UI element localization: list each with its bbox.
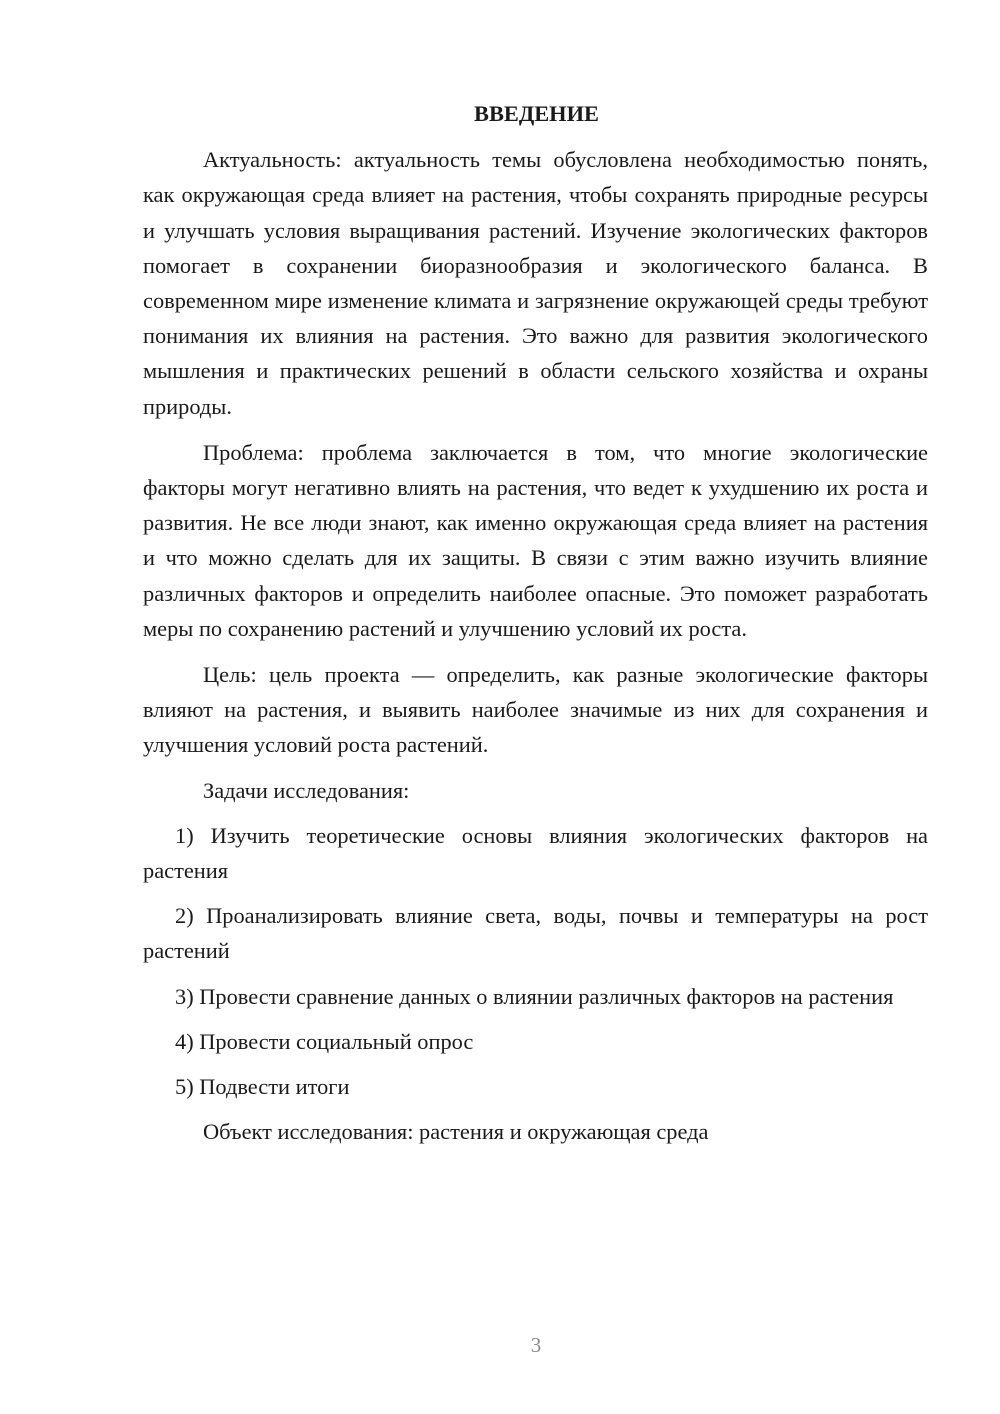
page-content bbox=[143, 96, 928, 1149]
paragraph-problem: Проблема: проблема заключается в том, что многие экологические факторы могут негативно влиять на растения, что ведет к ухудшению их роста и развития. Не все люди знают, как именно окружающая среда влияет на растения и что можно сделать для их защиты. В связи с этим важно изучить влияние различных факторов и определить наиболее опасные. Это поможет разработать меры по сохранению растений и улучшению условий их роста. bbox=[143, 439, 928, 641]
task-item: 1) Изучить теоретические основы влияния экологических факторов на растения bbox=[143, 822, 928, 884]
page-number: 3 bbox=[530, 1333, 542, 1357]
task-item: 5) Подвести итоги bbox=[175, 1074, 350, 1100]
page-title: ВВЕДЕНИЕ bbox=[474, 101, 599, 126]
tasks-list bbox=[143, 818, 928, 1104]
task-item: 3) Провести сравнение данных о влиянии различных факторов на растения bbox=[175, 983, 894, 1009]
tasks-heading: Задачи исследования: bbox=[203, 777, 410, 803]
paragraph-goal: Цель: цель проекта — определить, как разные экологические факторы влияют на растения, и выявить наиболее значимые из них для сохранения и улучшения условий роста растений. bbox=[143, 662, 928, 758]
paragraph-relevance: Актуальность: актуальность темы обусловлена необходимостью понять, как окружающая среда влияет на растения, чтобы сохранять природные ресурсы и улучшать условия выращивания растений. Изучение экологических факторов помогает в сохранении биоразнообразия и экологического баланса. В современном мире изменение климата и загрязнение окружающей среды требуют понимания их влияния на растения. Это важно для развития экологического мышления и практических решений в области сельского хозяйства и охраны природы. bbox=[143, 147, 928, 419]
paragraph-object: Объект исследования: растения и окружающая среда bbox=[203, 1119, 709, 1145]
task-item: 4) Провести социальный опрос bbox=[175, 1028, 474, 1054]
task-item: 2) Проанализировать влияние света, воды, почвы и температуры на рост растений bbox=[143, 903, 928, 964]
